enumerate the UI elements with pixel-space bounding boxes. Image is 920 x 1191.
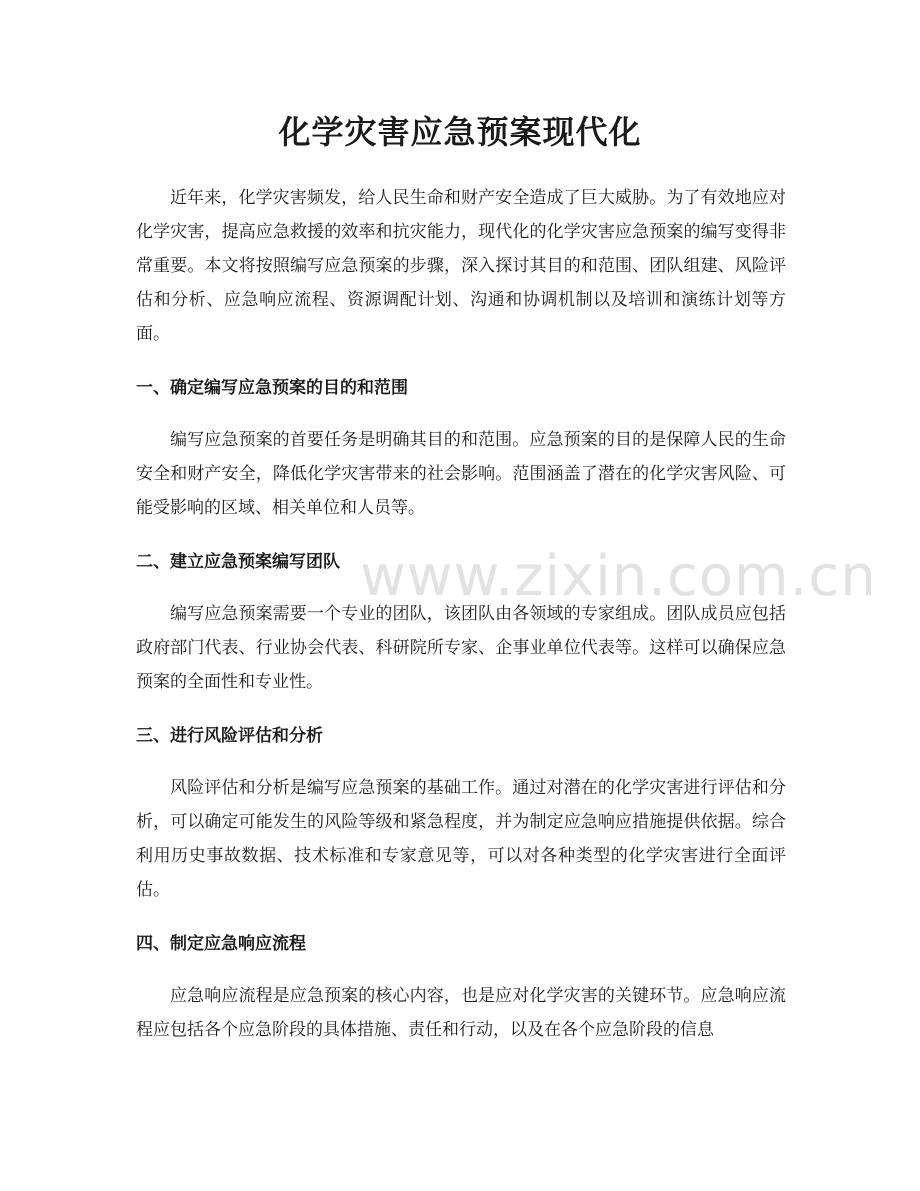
page-title: 化学灾害应急预案现代化 — [278, 113, 642, 151]
section-heading-purpose: 一、确定编写应急预案的目的和范围 — [136, 378, 408, 398]
section-body-response: 应急响应流程是应急预案的核心内容，也是应对化学灾害的关键环节。应急响应流程应包括各个应急阶段的具体措施、责任和行动，以及在各个应急阶段的信息 — [136, 986, 786, 1040]
section-heading-risk: 三、进行风险评估和分析 — [136, 726, 323, 746]
section-body-team: 编写应急预案需要一个专业的团队，该团队由各领域的专家组成。团队成员应包括政府部门代表、行业协会代表、科研院所专家、企事业单位代表等。这样可以确保应急预案的全面性和专业性。 — [136, 604, 786, 692]
section-body-purpose: 编写应急预案的首要任务是明确其目的和范围。应急预案的目的是保障人民的生命安全和财产安全，降低化学灾害带来的社会影响。范围涵盖了潜在的化学灾害风险、可能受影响的区域、相关单位和人员等。 — [136, 430, 786, 518]
section-body-risk: 风险评估和分析是编写应急预案的基础工作。通过对潜在的化学灾害进行评估和分析，可以确定可能发生的风险等级和紧急程度，并为制定应急响应措施提供依据。综合利用历史事故数据、技术标准和专家意见等，可以对各种类型的化学灾害进行全面评估。 — [136, 778, 786, 900]
section-heading-team: 二、建立应急预案编写团队 — [136, 552, 340, 572]
document-body — [136, 181, 786, 1047]
watermark-text: www.zixin.com.cn — [360, 544, 877, 609]
section-heading-response: 四、制定应急响应流程 — [136, 934, 306, 954]
intro-paragraph: 近年来，化学灾害频发，给人民生命和财产安全造成了巨大威胁。为了有效地应对化学灾害，提高应急救援的效率和抗灾能力，现代化的化学灾害应急预案的编写变得非常重要。本文将按照编写应急预案的步骤，深入探讨其目的和范围、团队组建、风险评估和分析、应急响应流程、资源调配计划、沟通和协调机制以及培训和演练计划等方面。 — [136, 188, 786, 344]
